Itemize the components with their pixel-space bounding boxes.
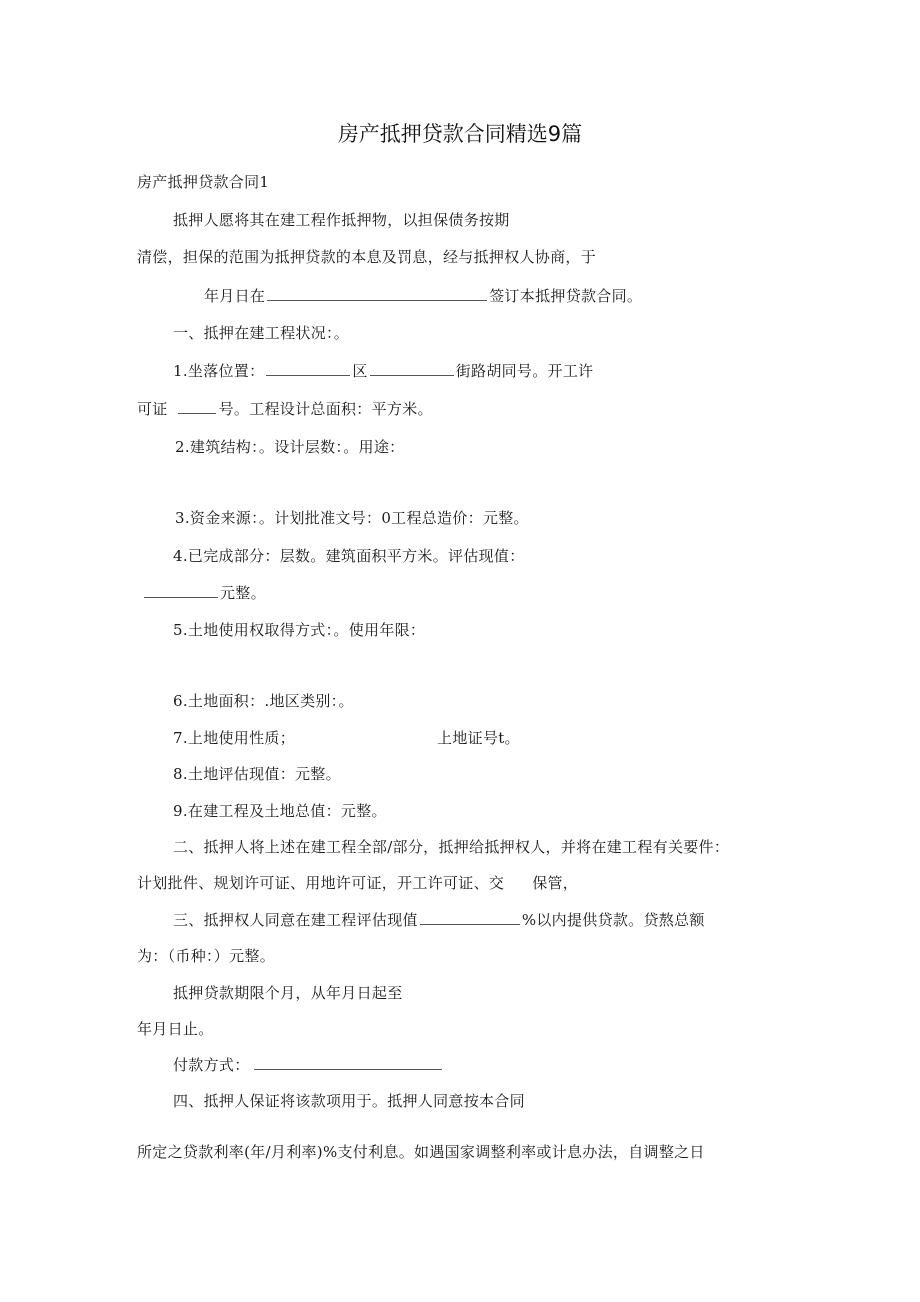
item-4-line-2: [144, 583, 266, 603]
loan-amount-text: %以内提供贷款。贷熬总额: [521, 911, 705, 929]
item-3: 3.资金来源：。计划批准文号：0工程总造价：元整。: [175, 509, 529, 527]
documents-list: 计划批件、规划许可证、用地许可证，开工许可证、交: [137, 874, 505, 892]
paragraph-1-line-2: 清偿，担保的范围为抵押贷款的本息及罚息，经与抵押权人协商，于: [137, 248, 597, 266]
section-1-heading: 一、抵押在建工程状况：。: [173, 324, 350, 342]
valuation-blank: [144, 583, 218, 598]
payment-method-label: 付款方式：: [173, 1056, 250, 1074]
section-4-line-1: 四、抵押人保证将该款项用于。抵押人同意按本合同: [173, 1092, 525, 1110]
valuation-consent-text: 三、抵押权人同意在建工程评估现值: [173, 911, 418, 929]
section-2-line-2: [137, 873, 578, 893]
item-1-line-2: [137, 399, 433, 419]
section-2-line-1: 二、抵押人将上述在建工程全部/部分，抵押给抵押权人，并将在建工程有关要件：: [173, 838, 730, 856]
item-1-line-1: [173, 361, 593, 381]
place-blank: [267, 286, 487, 301]
item-9: 9.在建工程及土地总值：元整。: [173, 802, 387, 820]
item-2: 2.建筑结构：。设计层数：。用途：: [175, 438, 405, 456]
land-certificate-number: 上地证号t。: [437, 729, 520, 747]
area-text: 号。工程设计总面积：平方米。: [218, 400, 433, 418]
street-blank: [370, 361, 454, 376]
loan-term-line-2: 年月日止。: [137, 1020, 214, 1038]
payment-method: [173, 1055, 442, 1075]
valuation-unit: 元整。: [220, 584, 266, 602]
signing-text: 签订本抵押贷款合同。: [489, 287, 643, 305]
item-5: 5.土地使用权取得方式：。使用年限：: [173, 621, 426, 639]
loan-term-line-1: 抵押贷款期限个月，从年月日起至: [173, 984, 403, 1002]
custody-text: 保管，: [532, 874, 579, 892]
section-4-line-2: 所定之贷款利率(年/月利率)%支付利息。如遇国家调整利率或计息办法，自调整之日: [137, 1143, 705, 1161]
section-3-line-1: [173, 910, 705, 930]
item-4-line-1: 4.已完成部分：层数。建筑面积平方米。评估现值：: [173, 547, 525, 565]
payment-method-blank: [254, 1055, 442, 1070]
location-label: 1.坐落位置：: [173, 362, 265, 380]
document-title: 房产抵押贷款合同精选9篇: [337, 122, 583, 146]
district-blank: [266, 361, 350, 376]
street-label: 街路胡同号。开工许: [455, 362, 594, 380]
item-8: 8.土地评估现值：元整。: [173, 765, 341, 783]
date-place-text: 年月日在: [204, 287, 266, 305]
item-6: 6.土地面积：.地区类别：。: [173, 692, 354, 710]
land-use-nature: 7.上地使用性质；: [173, 729, 296, 747]
permit-label: 可证: [137, 400, 168, 418]
paragraph-1-line-1: 抵押人愿将其在建工程作抵押物，以担保债务按期: [173, 211, 510, 229]
paragraph-2: [204, 286, 642, 306]
item-7: [173, 728, 520, 748]
section-3-line-2: 为：（币种：）元整。: [137, 947, 276, 965]
district-label: 区: [352, 362, 368, 380]
percent-blank: [420, 910, 520, 925]
contract-subtitle: 房产抵押贷款合同1: [137, 173, 270, 191]
permit-number-blank: [178, 399, 216, 414]
